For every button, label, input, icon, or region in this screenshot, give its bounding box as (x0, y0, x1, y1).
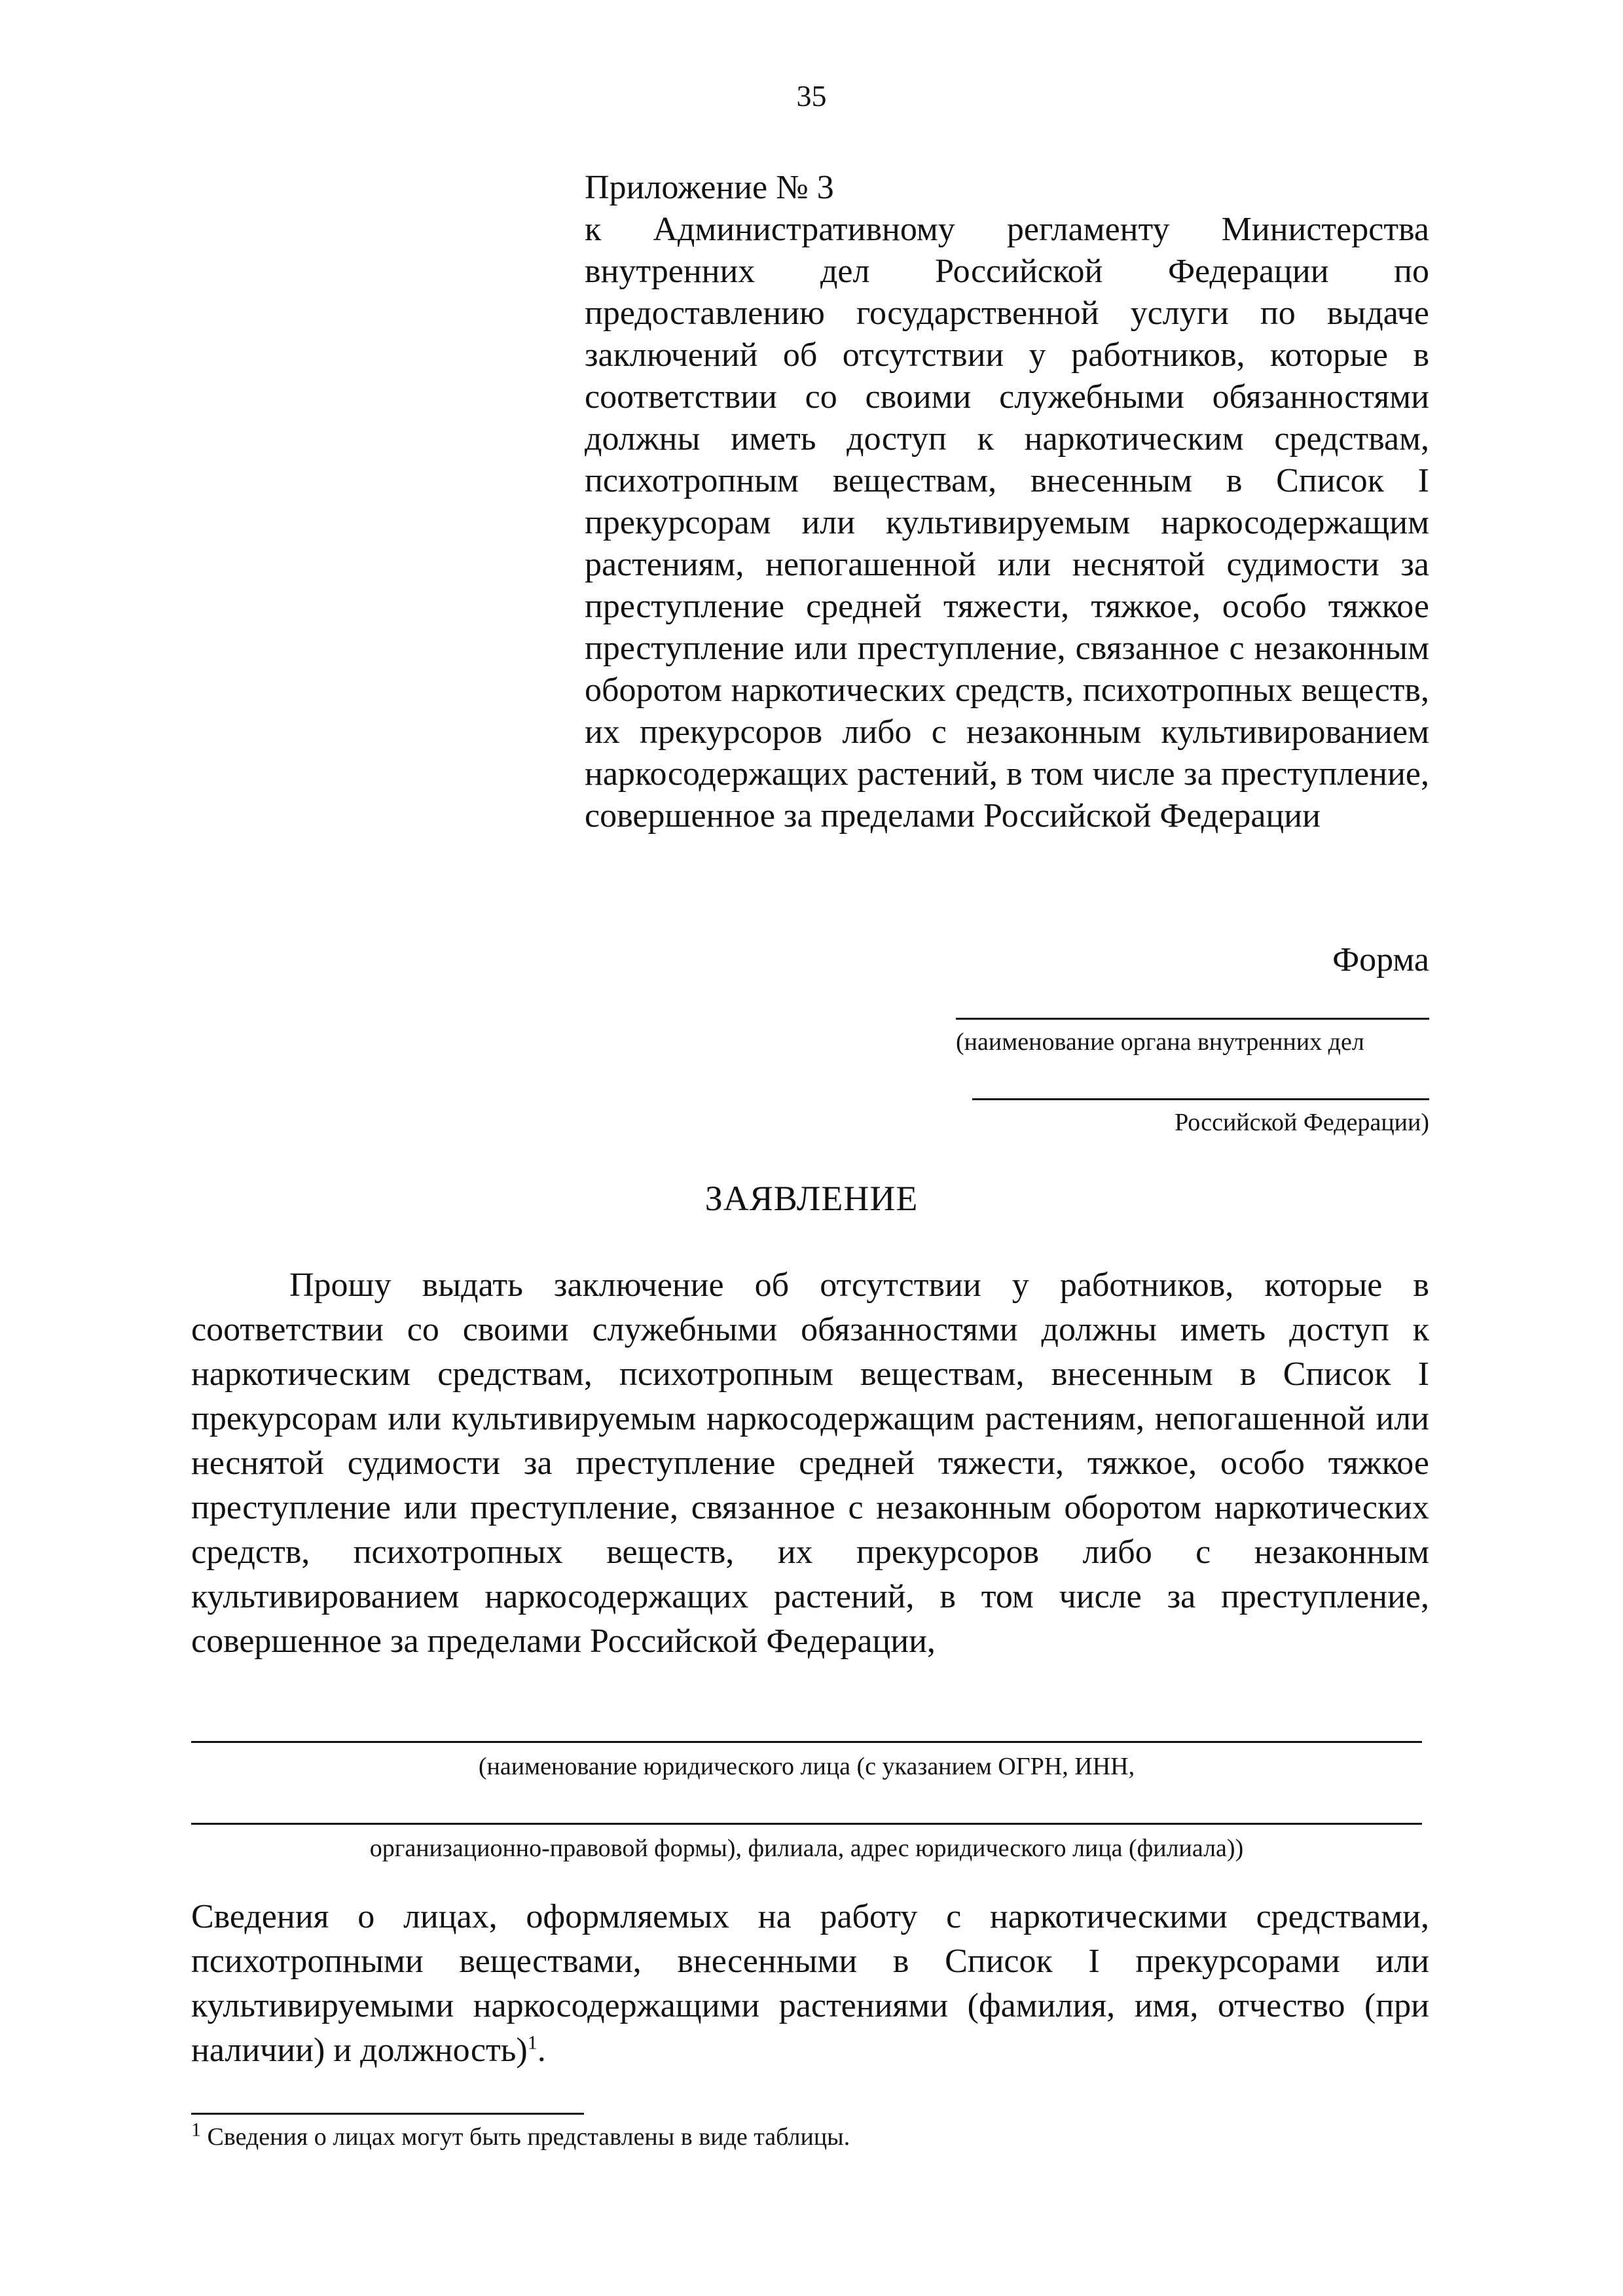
persons-paragraph (191, 1895, 1429, 2073)
authority-name-line-2 (972, 1098, 1429, 1100)
appendix-title: Приложение № 3 (585, 169, 834, 206)
authority-caption-2: Российской Федерации) (1175, 1109, 1429, 1136)
footnote (191, 2121, 850, 2153)
appendix-header (585, 167, 1429, 837)
legal-entity-caption-1: (наименование юридического лица (с указанием ОГРН, ИНН, (478, 1753, 1135, 1780)
persons-footnote-mark: 1 (527, 2032, 538, 2054)
form-label: Форма (1332, 941, 1429, 978)
persons-text: Сведения о лицах, оформляемых на работу с наркотическими средствами, психотропными веществами, внесенными в Список I прекурсорами или культивируемыми наркосодержащими растениями (фамилия, имя, отчество (при наличии) и должность) (191, 1898, 1429, 2069)
legal-entity-line-2 (191, 1823, 1422, 1825)
footnote-mark: 1 (191, 2119, 201, 2141)
authority-caption-1: (наименование органа внутренних дел (956, 1028, 1364, 1056)
persons-end-punct: . (537, 2032, 546, 2069)
footnote-separator (191, 2113, 584, 2115)
legal-entity-caption-2: организационно-правовой формы), филиала, адрес юридического лица (филиала)) (369, 1835, 1244, 1862)
footnote-text: Сведения о лицах могут быть представлены в виде таблицы. (201, 2123, 850, 2151)
appendix-body: к Административному регламенту Министерства внутренних дел Российской Федерации по предоставлению государственной услуги по выдаче заключений об отсутствии у работников, которые в соответствии со своими служебными обязанностями должны иметь доступ к наркотическим средствам, психотропным веществам, внесенным в Список I прекурсорам или культивируемым наркосодержащим растениям, непогашенной или неснятой судимости за преступление средней тяжести, тяжкое, особо тяжкое преступление или преступление, связанное с незаконным оборотом наркотических средств, психотропных веществ, их прекурсоров либо с незаконным культивированием наркосодержащих растений, в том числе за преступление, совершенное за пределами Российской Федерации (585, 211, 1429, 834)
page-number: 35 (796, 79, 827, 113)
statement-title: ЗАЯВЛЕНИЕ (704, 1179, 919, 1218)
legal-entity-block (191, 1741, 1422, 1864)
request-paragraph: Прошу выдать заключение об отсутствии у работников, которые в соответствии со своими служебными обязанностями должны иметь доступ к наркотическим средствам, психотропным веществам, внесенным в Список I прекурсорам или культивируемым наркосодержащим растениям, непогашенной или неснятой судимости за преступление средней тяжести, тяжкое, особо тяжкое преступление или преступление, связанное с незаконным оборотом наркотических средств, психотропных веществ, их прекурсоров либо с незаконным культивированием наркосодержащих растений, в том числе за преступление, совершенное за пределами Российской Федерации, (191, 1266, 1429, 1660)
authority-name-line-1 (956, 1018, 1429, 1020)
authority-block (956, 1018, 1429, 1138)
legal-entity-line-1 (191, 1741, 1422, 1743)
